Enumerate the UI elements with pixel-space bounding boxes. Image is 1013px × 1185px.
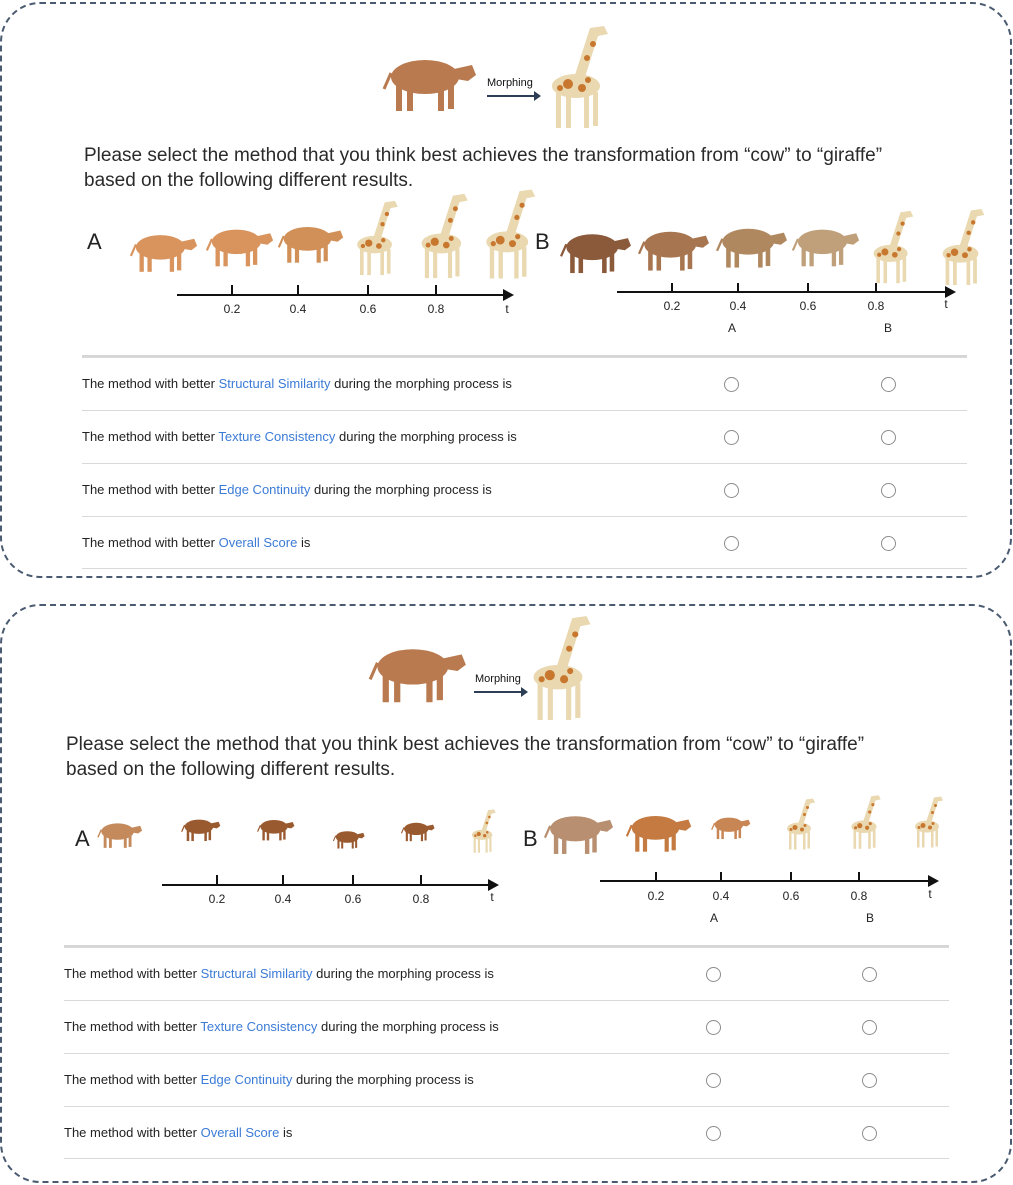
question-suffix: is	[279, 1125, 293, 1140]
question-prefix: The method with better	[64, 1019, 201, 1034]
question-suffix: is	[297, 535, 311, 550]
column-header-a: A	[727, 321, 737, 335]
method-a-frame-4	[344, 198, 408, 278]
question-prefix: The method with better	[64, 1072, 201, 1087]
method-a-time-axis	[162, 884, 496, 886]
method-a-tick-label: 0.6	[359, 302, 377, 316]
method-a-tick	[352, 875, 354, 885]
source-cow-image	[380, 30, 480, 130]
radio-option-b[interactable]	[881, 377, 896, 392]
method-b-frame-4	[780, 784, 820, 864]
method-b-frame-2	[624, 796, 694, 864]
question-criterion: Texture Consistency	[200, 1019, 318, 1034]
method-b-tick-label: 0.6	[799, 299, 817, 313]
question-text	[64, 1072, 474, 1087]
method-b-tick	[858, 872, 860, 882]
method-a-frame-2	[204, 214, 276, 274]
method-a-tick	[435, 285, 437, 295]
question-prefix: The method with better	[82, 535, 219, 550]
question-row	[82, 357, 967, 410]
radio-option-a[interactable]	[706, 967, 721, 982]
method-a-axis-end-label: t	[490, 890, 494, 904]
question-criterion: Overall Score	[218, 535, 298, 550]
question-text	[82, 535, 310, 550]
method-b-frame-6	[932, 206, 992, 288]
question-text	[82, 482, 492, 497]
method-b-frame-1	[542, 800, 616, 862]
method-a-tick-label: 0.4	[289, 302, 307, 316]
method-b-time-axis	[600, 880, 936, 882]
question-suffix: during the morphing process is	[330, 376, 512, 391]
column-header-b: B	[883, 321, 893, 335]
question-text	[82, 376, 512, 391]
question-text	[64, 1125, 292, 1140]
method-b-tick	[807, 283, 809, 293]
question-prefix: The method with better	[64, 1125, 201, 1140]
morphing-label: Morphing	[475, 673, 521, 685]
method-b-frame-3	[710, 792, 752, 860]
method-a-tick	[297, 285, 299, 295]
method-b-tick-label: 0.8	[850, 889, 868, 903]
question-text	[82, 429, 517, 444]
method-b-frame-1	[558, 222, 634, 277]
method-a-frame-1	[128, 222, 200, 277]
question-row	[82, 463, 967, 516]
question-row	[64, 1053, 949, 1106]
source-cow-image	[366, 624, 470, 716]
radio-option-b[interactable]	[881, 430, 896, 445]
method-a-frame-2	[180, 794, 222, 862]
radio-option-b[interactable]	[881, 536, 896, 551]
method-b-letter: B	[535, 229, 550, 254]
method-b-tick	[671, 283, 673, 293]
question-row	[82, 410, 967, 463]
method-b-tick	[720, 872, 722, 882]
column-header-b: B	[865, 911, 875, 925]
method-b-tick	[790, 872, 792, 882]
question-row	[82, 516, 967, 569]
method-b-tick	[655, 872, 657, 882]
question-prefix: The method with better	[82, 429, 219, 444]
question-heading-line2: based on the following different results.	[84, 170, 414, 191]
method-a-frame-1	[96, 802, 144, 864]
method-a-tick-label: 0.8	[427, 302, 445, 316]
radio-option-a[interactable]	[706, 1126, 721, 1141]
method-a-letter: A	[75, 826, 90, 851]
question-heading-line1: Please select the method that you think best achieves the transformation from “cow” to “giraffe”	[84, 145, 883, 166]
question-criterion: Structural Similarity	[200, 966, 313, 981]
method-a-frame-6	[466, 792, 500, 870]
radio-option-a[interactable]	[724, 430, 739, 445]
method-a-frame-3	[256, 794, 296, 862]
radio-option-b[interactable]	[862, 1073, 877, 1088]
question-criterion: Texture Consistency	[218, 429, 336, 444]
method-a-axis-end-label: t	[505, 302, 509, 316]
morphing-arrow	[487, 95, 539, 97]
radio-option-b[interactable]	[881, 483, 896, 498]
radio-option-a[interactable]	[724, 377, 739, 392]
target-giraffe-image	[538, 22, 618, 132]
method-b-tick-label: 0.2	[647, 889, 665, 903]
radio-option-b[interactable]	[862, 1126, 877, 1141]
method-a-tick-label: 0.2	[223, 302, 241, 316]
method-a-frame-6	[474, 186, 544, 282]
question-row	[64, 1000, 949, 1053]
method-b-frame-5	[844, 780, 886, 864]
question-prefix: The method with better	[82, 376, 219, 391]
question-heading-line2: based on the following different results.	[66, 759, 396, 780]
radio-option-a[interactable]	[724, 536, 739, 551]
question-prefix: The method with better	[64, 966, 201, 981]
method-a-tick	[282, 875, 284, 885]
question-criterion: Structural Similarity	[218, 376, 331, 391]
method-a-tick-label: 0.2	[208, 892, 226, 906]
method-a-tick	[367, 285, 369, 295]
method-b-tick-label: 0.8	[867, 299, 885, 313]
radio-option-a[interactable]	[706, 1073, 721, 1088]
method-a-tick-label: 0.8	[412, 892, 430, 906]
method-a-letter: A	[87, 229, 102, 254]
question-suffix: during the morphing process is	[317, 1019, 499, 1034]
method-b-frame-5	[862, 208, 922, 286]
question-criterion: Overall Score	[200, 1125, 280, 1140]
method-a-time-axis	[177, 294, 511, 296]
question-row	[64, 947, 949, 1000]
method-b-tick	[875, 283, 877, 293]
radio-option-b[interactable]	[862, 967, 877, 982]
method-b-time-axis	[617, 291, 953, 293]
method-b-tick	[737, 283, 739, 293]
question-suffix: during the morphing process is	[335, 429, 517, 444]
method-a-tick-label: 0.4	[274, 892, 292, 906]
method-a-frame-3	[276, 207, 346, 275]
question-criterion: Edge Continuity	[200, 1072, 293, 1087]
method-a-tick	[216, 875, 218, 885]
method-b-tick-label: 0.6	[782, 889, 800, 903]
method-a-frame-5	[410, 190, 476, 282]
question-text	[64, 1019, 499, 1034]
radio-option-a[interactable]	[706, 1020, 721, 1035]
method-a-tick	[231, 285, 233, 295]
method-b-tick-label: 0.2	[663, 299, 681, 313]
method-a-frame-4	[332, 812, 366, 864]
question-heading-line1: Please select the method that you think best achieves the transformation from “cow” to “giraffe”	[66, 734, 865, 755]
method-b-letter: B	[523, 826, 538, 851]
method-b-frame-6	[908, 782, 948, 862]
question-prefix: The method with better	[82, 482, 219, 497]
method-a-tick-label: 0.6	[344, 892, 362, 906]
method-b-tick-label: 0.4	[729, 299, 747, 313]
question-suffix: during the morphing process is	[292, 1072, 474, 1087]
question-row	[64, 1106, 949, 1159]
method-b-axis-end-label: t	[928, 887, 932, 901]
method-b-frame-3	[714, 212, 790, 276]
method-b-tick-label: 0.4	[712, 889, 730, 903]
target-giraffe-image	[519, 612, 601, 724]
radio-option-a[interactable]	[724, 483, 739, 498]
question-criterion: Edge Continuity	[218, 482, 311, 497]
question-text	[64, 966, 494, 981]
question-suffix: during the morphing process is	[310, 482, 492, 497]
method-a-tick	[420, 875, 422, 885]
method-b-frame-4	[790, 210, 862, 278]
method-b-frame-2	[636, 218, 712, 276]
radio-option-b[interactable]	[862, 1020, 877, 1035]
column-header-a: A	[709, 911, 719, 925]
method-a-frame-5	[400, 794, 436, 866]
morphing-label: Morphing	[487, 77, 533, 89]
method-b-axis-end-label: t	[944, 297, 948, 311]
question-suffix: during the morphing process is	[312, 966, 494, 981]
